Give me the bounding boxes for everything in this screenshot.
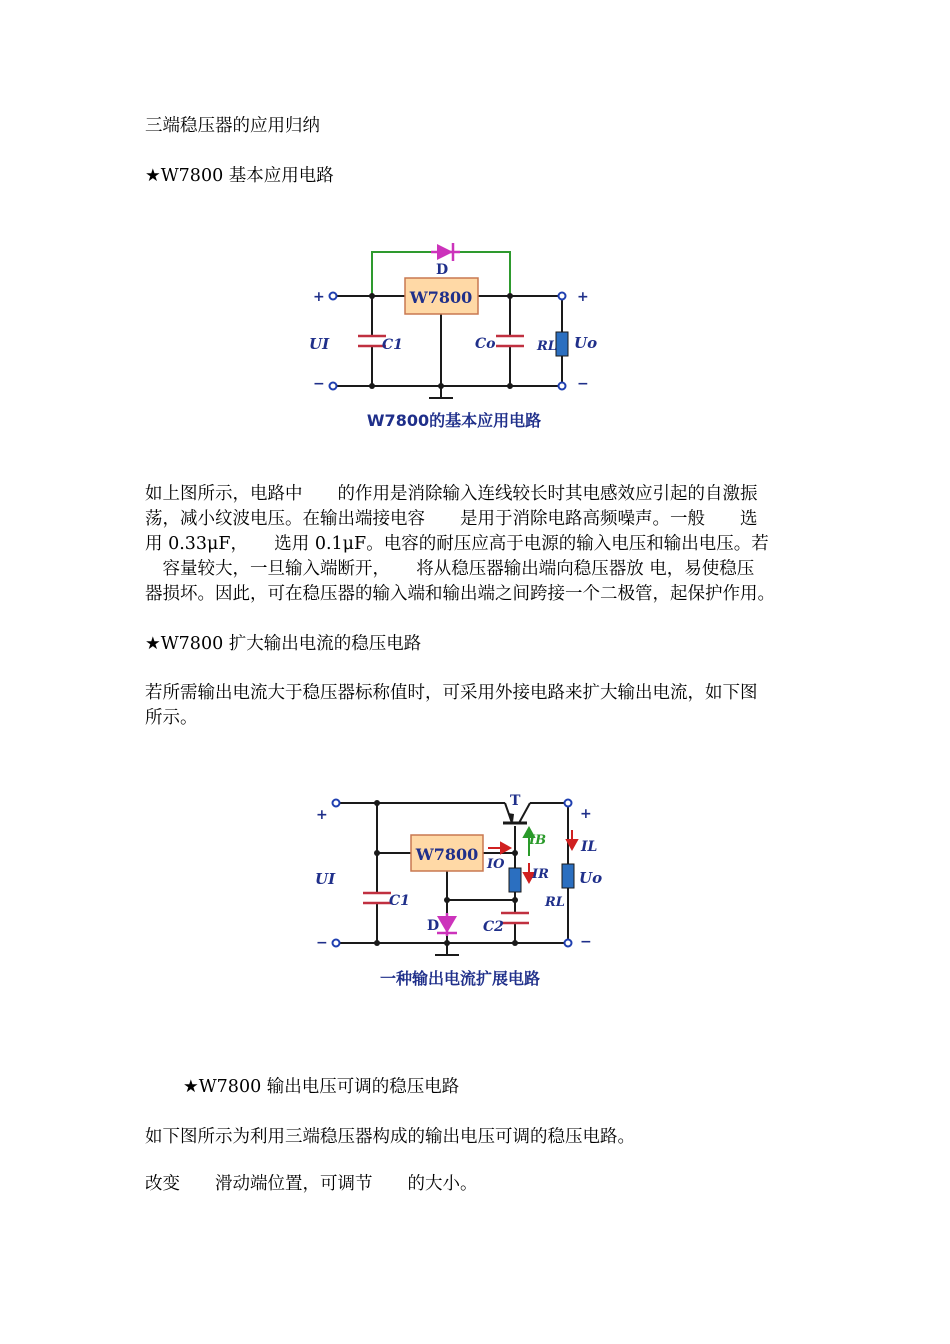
capacitor-c1 [363,893,391,903]
co-label: Co [475,336,496,352]
paragraph-expand [145,681,810,731]
rl-label: RL [545,895,565,910]
terminal-out-minus [565,940,572,947]
plus-in: + [313,289,325,305]
figure-current-expand-circuit [300,788,620,998]
paragraph-line: 若所需输出电流大于稳压器标称值时，可采用外接电路来扩大输出电流，如下图 [145,683,758,703]
chip-label: W7800 [409,288,473,307]
minus-out: − [580,934,592,950]
il-label: IL [581,839,598,855]
uo-label: Uo [574,334,598,352]
section-heading-expand: ★W7800 扩大输出电流的稳压电路 [145,634,422,654]
terminal-in-minus [333,940,340,947]
diode-label: D [427,918,440,934]
diode-label: D [436,262,449,278]
terminal-in-plus [333,800,340,807]
paragraph-line: 荡，减小纹波电压。在输出端接电容 是用于消除电路高频噪声。一般 选 [145,509,758,529]
plus-out: + [577,289,589,305]
uo-label: Uo [579,869,603,887]
paragraph-line: 用 0.33μF， 选用 0.1μF。电容的耐压应高于电源的输入电压和输出电压。若 [145,534,769,554]
plus-out: + [580,806,592,822]
transistor-label: T [510,793,521,809]
paragraph-line: 如上图所示，电路中 的作用是消除输入连线较长时其电感效应引起的自激振 [145,484,758,504]
paragraph-line: 容量较大，一旦输入端断开， 将从稳压器输出端向稳压器放 电，易使稳压 [145,559,755,579]
diode-d [431,243,460,261]
terminal-in-minus [330,383,337,390]
paragraph-line: 所示。 [145,708,198,728]
terminal-out-plus [559,293,566,300]
wire-ir-down [447,892,515,900]
resistor-rl [556,332,568,356]
section-heading-adjustable: ★W7800 输出电压可调的稳压电路 [183,1077,460,1097]
figure-basic-circuit [300,228,620,438]
figure-caption: W7800的基本应用电路 [366,411,542,430]
io-label: IO [487,857,505,872]
terminal-in-plus [330,293,337,300]
diode-d [437,913,457,936]
doc-title: 三端稳压器的应用归纳 [145,116,320,136]
arrow-io [488,843,510,853]
c1-label: C1 [389,893,410,909]
minus-in: − [316,935,328,951]
paragraph-basic [145,482,810,607]
ui-label: UI [315,870,336,888]
terminal-out-plus [565,800,572,807]
paragraph-adjustable-1: 如下图所示为利用三端稳压器构成的输出电压可调的稳压电路。 [145,1127,635,1147]
c2-label: C2 [483,919,504,935]
chip-label: W7800 [415,845,479,864]
resistor-r [509,868,521,892]
terminal-out-minus [559,383,566,390]
rl-label: RL [537,339,557,354]
minus-out: − [577,376,589,392]
minus-in: − [313,376,325,392]
paragraph-line: 器损坏。因此，可在稳压器的输入端和输出端之间跨接一个二极管，起保护作用。 [145,584,775,604]
ui-label: UI [309,335,330,353]
plus-in: + [316,807,328,823]
figure-caption: 一种输出电流扩展电路 [379,969,541,988]
c1-label: C1 [382,337,403,353]
ib-label: IB [529,833,547,848]
transistor-collector [519,803,530,823]
resistor-rl [562,864,574,888]
ir-label: IR [532,867,549,882]
capacitor-co [496,336,524,346]
capacitor-c2 [501,913,529,923]
paragraph-adjustable-2: 改变 滑动端位置，可调节 的大小。 [145,1174,478,1194]
section-heading-basic: ★W7800 基本应用电路 [145,166,334,186]
